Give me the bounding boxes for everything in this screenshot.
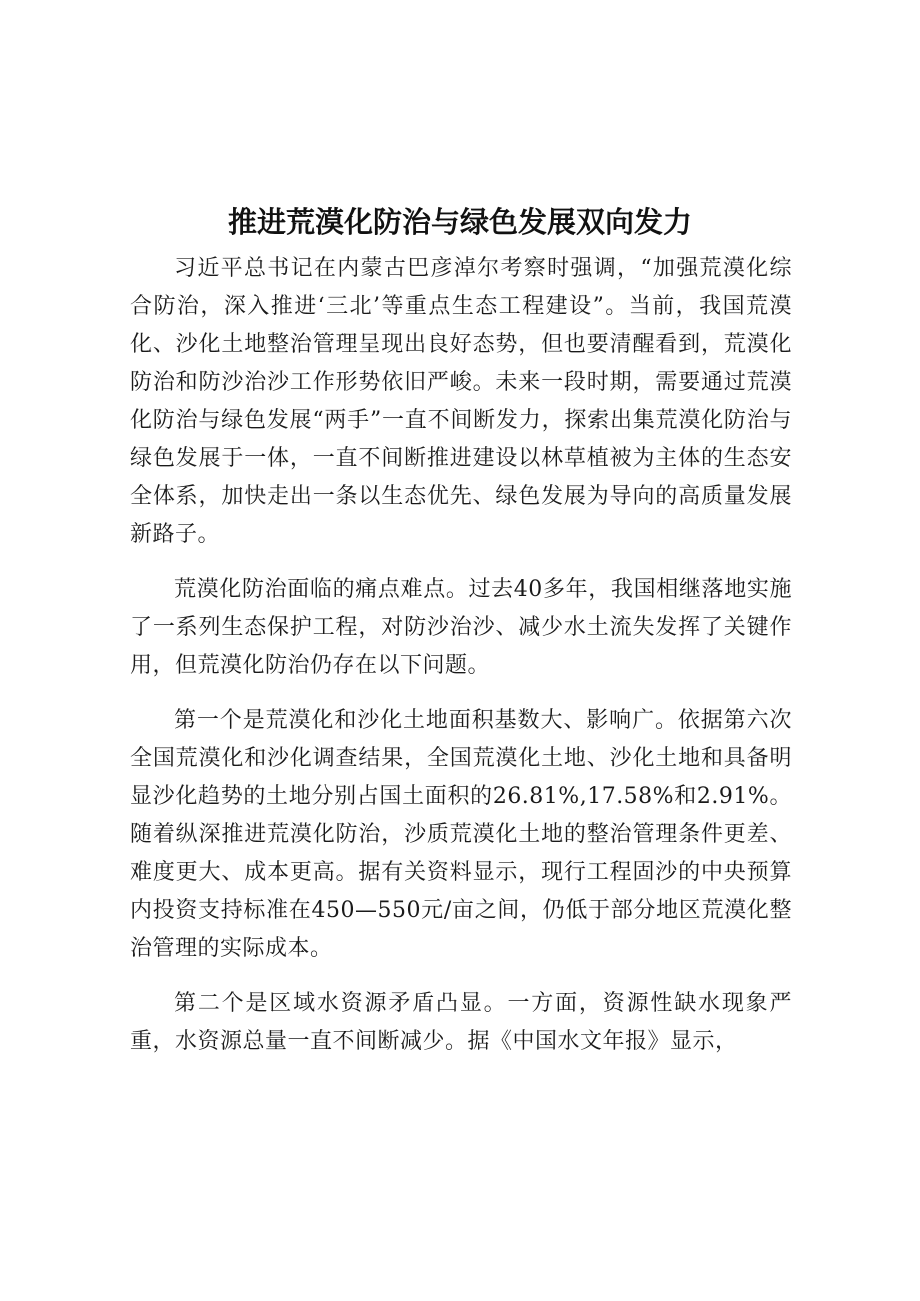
document-title: 推进荒漠化防治与绿色发展双向发力	[227, 205, 692, 239]
document-body	[130, 250, 792, 1078]
paragraph: 第一个是荒漠化和沙化土地面积基数大、影响广。依据第六次全国荒漠化和沙化调查结果，全国荒漠化土地、沙化土地和具备明显沙化趋势的土地分别占国土面积的26.81%,17.58%和2.91%。随着纵深推进荒漠化防治，沙质荒漠化土地的整治管理条件更差、难度更大、成本更高。据有关资料显示，现行工程固沙的中央预算内投资支持标准在450—550元/亩之间，仍低于部分地区荒漠化整治管理的实际成本。	[130, 708, 792, 961]
paragraph: 习近平总书记在内蒙古巴彦淖尔考察时强调，“加强荒漠化综合防治，深入推进‘三北’等重点生态工程建设”。当前，我国荒漠化、沙化土地整治管理呈现出良好态势，但也要清醒看到，荒漠化防治和防沙治沙工作形势依旧严峻。未来一段时期，需要通过荒漠化防治与绿色发展“两手”一直不间断发力，探索出集荒漠化防治与绿色发展于一体，一直不间断推进建设以林草植被为主体的生态安全体系，加快走出一条以生态优先、绿色发展为导向的高质量发展新路子。	[130, 256, 792, 547]
paragraph: 荒漠化防治面临的痛点难点。过去40多年，我国相继落地实施了一系列生态保护工程，对防沙治沙、减少水土流失发挥了关键作用，但荒漠化防治仍存在以下问题。	[130, 577, 792, 678]
paragraph: 第二个是区域水资源矛盾凸显。一方面，资源性缺水现象严重，水资源总量一直不间断减少。据《中国水文年报》显示，	[130, 991, 792, 1054]
